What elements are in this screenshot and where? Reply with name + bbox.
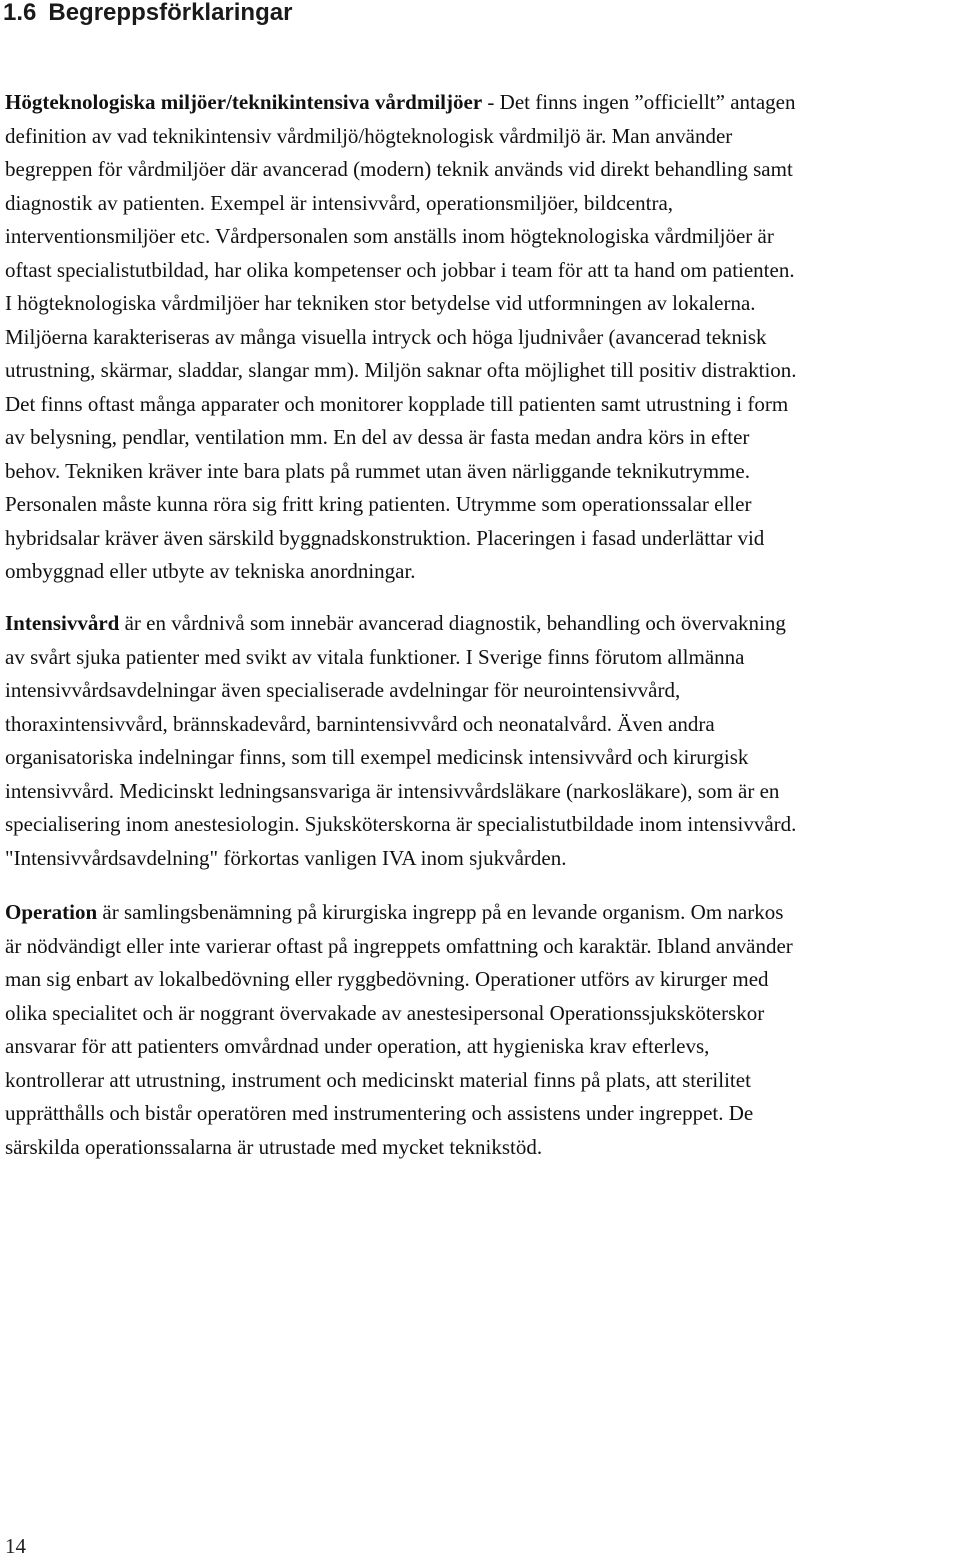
paragraph-line: upprätthålls och bistår operatören med instrumentering och assistens under ingreppet. De — [5, 1101, 754, 1125]
paragraph-line: interventionsmiljöer etc. Vårdpersonalen som anställs inom högteknologiska vårdmiljöer är — [5, 224, 774, 248]
page-number: 14 — [5, 1534, 26, 1558]
paragraph-line: av belysning, pendlar, ventilation mm. En del av dessa är fasta medan andra körs in efter — [5, 425, 750, 449]
paragraph-line: "Intensivvårdsavdelning" förkortas vanligen IVA inom sjukvården. — [5, 845, 567, 870]
paragraph-line: organisatoriska indelningar finns, som till exempel medicinsk intensivvård och kirurgisk — [5, 745, 749, 769]
paragraph-line: Intensivvård är en vårdnivå som innebär avancerad diagnostik, behandling och övervakning — [5, 611, 786, 635]
paragraph-line: I högteknologiska vårdmiljöer har tekniken stor betydelse vid utformningen av lokalerna. — [5, 291, 756, 315]
term-intensive-care: Intensivvård — [5, 611, 120, 635]
paragraph-line: Högteknologiska miljöer/teknikintensiva vårdmiljöer - Det finns ingen ”officiellt” antagen — [5, 90, 796, 114]
paragraph-line: hybridsalar kräver även särskild byggnadskonstruktion. Placeringen i fasad underlättar vid — [5, 525, 765, 550]
paragraph-high-tech-environments — [5, 86, 958, 589]
section-heading — [3, 0, 292, 30]
paragraph-line: behov. Tekniken kräver inte bara plats på rummet utan även närliggande teknikutrymme. — [5, 458, 750, 483]
paragraph-line: Personalen måste kunna röra sig fritt kring patienten. Utrymme som operationssalar eller — [5, 492, 752, 516]
paragraph-line: Operation är samlingsbenämning på kirurgiska ingrepp på en levande organism. Om narkos — [5, 900, 784, 924]
paragraph-line: intensivvård. Medicinskt ledningsansvariga är intensivvårdsläkare (narkosläkare), som är en — [5, 778, 780, 803]
paragraph-operation — [5, 896, 958, 1164]
paragraph-line: särskilda operationssalarna är utrustade med mycket teknikstöd. — [5, 1134, 543, 1159]
paragraph-line: definition av vad teknikintensiv vårdmiljö/högteknologisk vårdmiljö är. Man använder — [5, 123, 733, 148]
paragraph-line: olika specialitet och är noggrant övervakade av anestesipersonal Operationssjuksköterskor — [5, 1000, 765, 1025]
paragraph-line: oftast specialistutbildad, har olika kompetenser och jobbar i team för att ta hand om patienten. — [5, 257, 795, 282]
paragraph-line: thoraxintensivvård, brännskadevård, barnintensivvård och neonatalvård. Även andra — [5, 711, 715, 736]
paragraph-line: intensivvårdsavdelningar även specialiserade avdelningar för neurointensivvård, — [5, 678, 681, 702]
paragraph-line: diagnostik av patienten. Exempel är intensivvård, operationsmiljöer, bildcentra, — [5, 190, 674, 215]
paragraph-line: specialisering inom anestesiologin. Sjuksköterskorna är specialistutbildade inom intensivvård. — [5, 812, 797, 836]
term-high-tech-environments: Högteknologiska miljöer/teknikintensiva vårdmiljöer — [5, 90, 483, 114]
term-operation: Operation — [5, 900, 98, 924]
paragraph-line: utrustning, skärmar, sladdar, slangar mm). Miljön saknar ofta möjlighet till positiv distraktion. — [5, 358, 797, 382]
paragraph-line: Det finns oftast många apparater och monitorer kopplade till patienten samt utrustning i form — [5, 391, 789, 416]
paragraph-line: Miljöerna karakteriseras av många visuella intryck och höga ljudnivåer (avancerad teknisk — [5, 324, 767, 349]
section-number: 1.6 — [3, 0, 37, 26]
paragraph-line: av svårt sjuka patienter med svikt av vitala funktioner. I Sverige finns förutom allmänna — [5, 644, 745, 669]
paragraph-line: ombyggnad eller utbyte av tekniska anordningar. — [5, 559, 416, 583]
paragraph-line: ansvarar för att patienters omvårdnad under operation, att hygieniska krav efterlevs, — [5, 1034, 710, 1058]
paragraph-line: begreppen för vårdmiljöer där avancerad (modern) teknik används vid direkt behandling samt — [5, 157, 793, 181]
paragraph-intensive-care — [5, 607, 958, 875]
paragraph-line: är nödvändigt eller inte varierar oftast på ingreppets omfattning och karaktär. Ibland använder — [5, 933, 793, 958]
paragraph-line: kontrollerar att utrustning, instrument och medicinskt material finns på plats, att sterilitet — [5, 1067, 751, 1092]
paragraph-line: man sig enbart av lokalbedövning eller ryggbedövning. Operationer utförs av kirurger med — [5, 967, 769, 991]
section-title: Begreppsförklaringar — [48, 0, 293, 26]
